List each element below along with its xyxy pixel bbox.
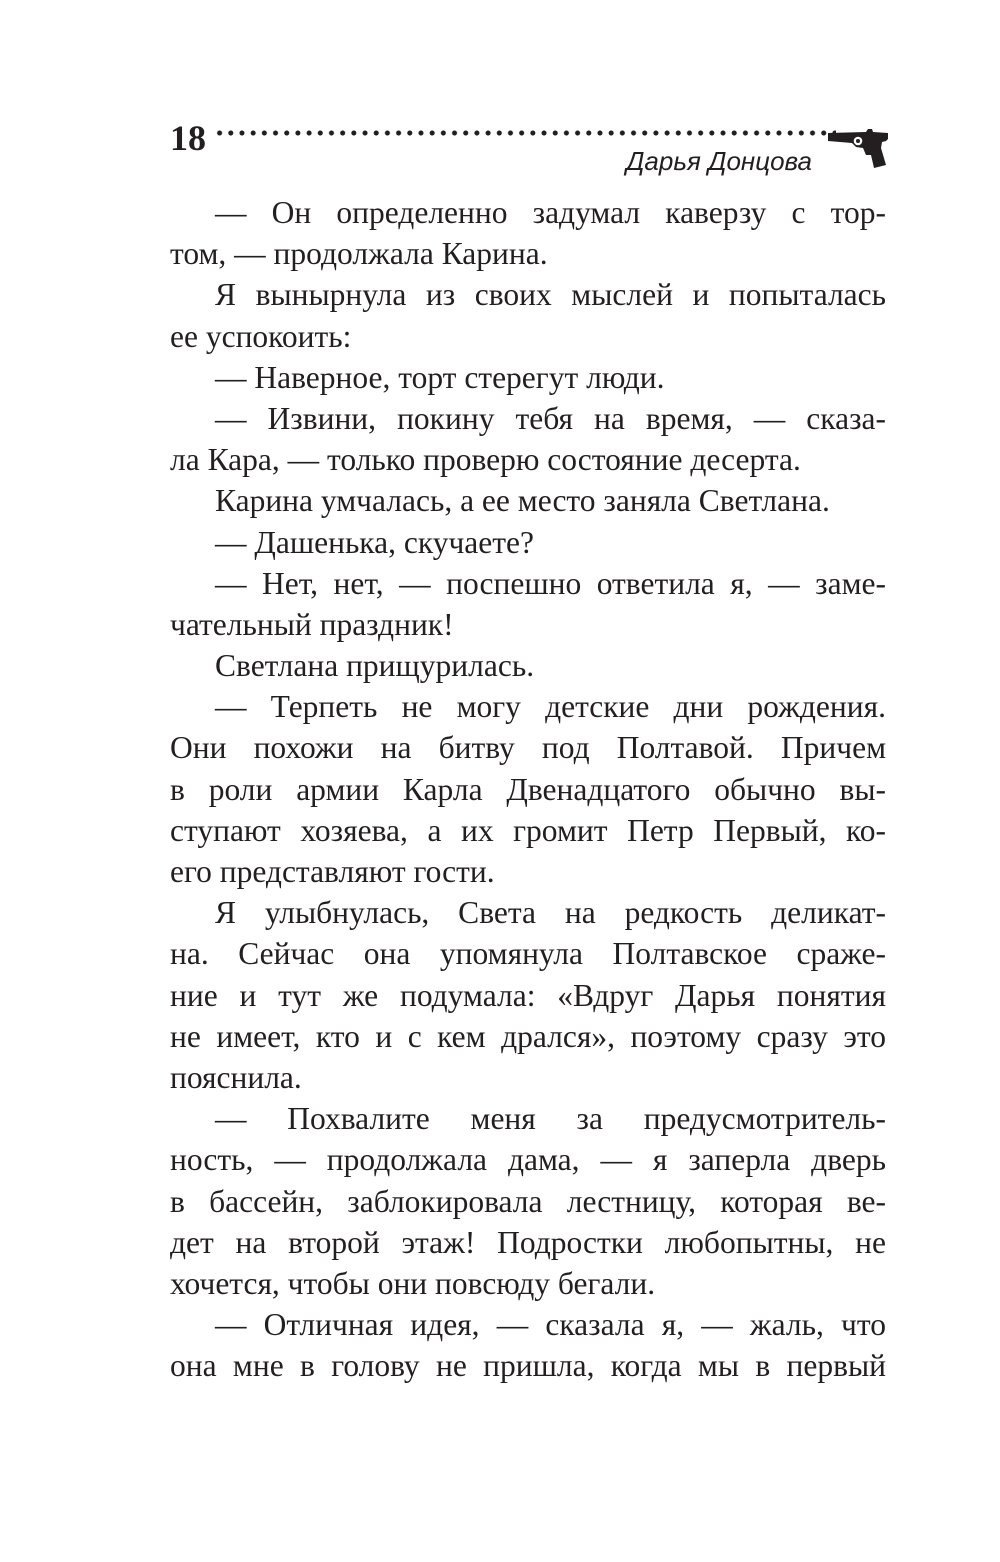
text-line: — Отличная идея, — сказала я, — жаль, что [215, 1307, 886, 1343]
text-line: Я улыбнулась, Света на редкость деликат- [215, 895, 886, 931]
text-line: — Нет, нет, — поспешно ответила я, — заме- [215, 565, 886, 601]
text-line: хочется, чтобы они повсюду бегали. [170, 1265, 656, 1301]
text-line: в бассейн, заблокировала лестницу, которая ве- [170, 1183, 886, 1219]
text-line: ние и тут же подумала: «Вдруг Дарья понятия [170, 977, 886, 1013]
text-line: ла Кара, — только проверю состояние десерта. [170, 442, 801, 478]
text-line: дет на второй этаж! Подростки любопытны, не [170, 1224, 886, 1260]
text-line: — Он определенно задумал каверзу с тор- [215, 195, 886, 230]
text-line: — Наверное, торт стерегут люди. [215, 359, 665, 395]
text-line: — Извини, покину тебя на время, — сказа- [215, 400, 886, 436]
text-line: Они похожи на битву под Полтавой. Причем [170, 730, 886, 766]
text-line: том, — продолжала Карина. [170, 236, 548, 272]
author-name: Дарья Донцова [626, 146, 812, 176]
header-dot-leader [214, 129, 836, 137]
text-line: на. Сейчас она упомянула Полтавское сраже- [170, 936, 886, 972]
text-line: его представляют гости. [170, 854, 495, 889]
text-line: чательный праздник! [170, 606, 454, 642]
text-line: в роли армии Карла Двенадцатого обычно вы- [170, 771, 886, 807]
revolver-icon [826, 124, 890, 170]
text-line: — Терпеть не могу детские дни рождения. [215, 689, 886, 725]
page-number: 18 [170, 118, 206, 158]
text-line: — Дашенька, скучаете? [215, 524, 534, 560]
text-line: не имеет, кто и с кем дрался», поэтому сразу это [170, 1018, 886, 1054]
text-line: Светлана прищурилась. [215, 648, 535, 684]
text-line: ее успокоить: [170, 318, 352, 354]
text-line: она мне в голову не пришла, когда мы в первый [170, 1348, 886, 1384]
text-line: ступают хозяева, а их громит Петр Первый, ко- [170, 812, 886, 848]
text-line: Я вынырнула из своих мыслей и попыталась [215, 277, 886, 313]
text-line: Карина умчалась, а ее место заняла Светлана. [215, 483, 830, 519]
body-text [170, 192, 886, 1386]
text-line: ность, — продолжала дама, — я заперла дверь [170, 1142, 886, 1178]
text-line: пояснила. [170, 1059, 302, 1095]
text-line: — Похвалите меня за предусмотритель- [215, 1101, 886, 1137]
